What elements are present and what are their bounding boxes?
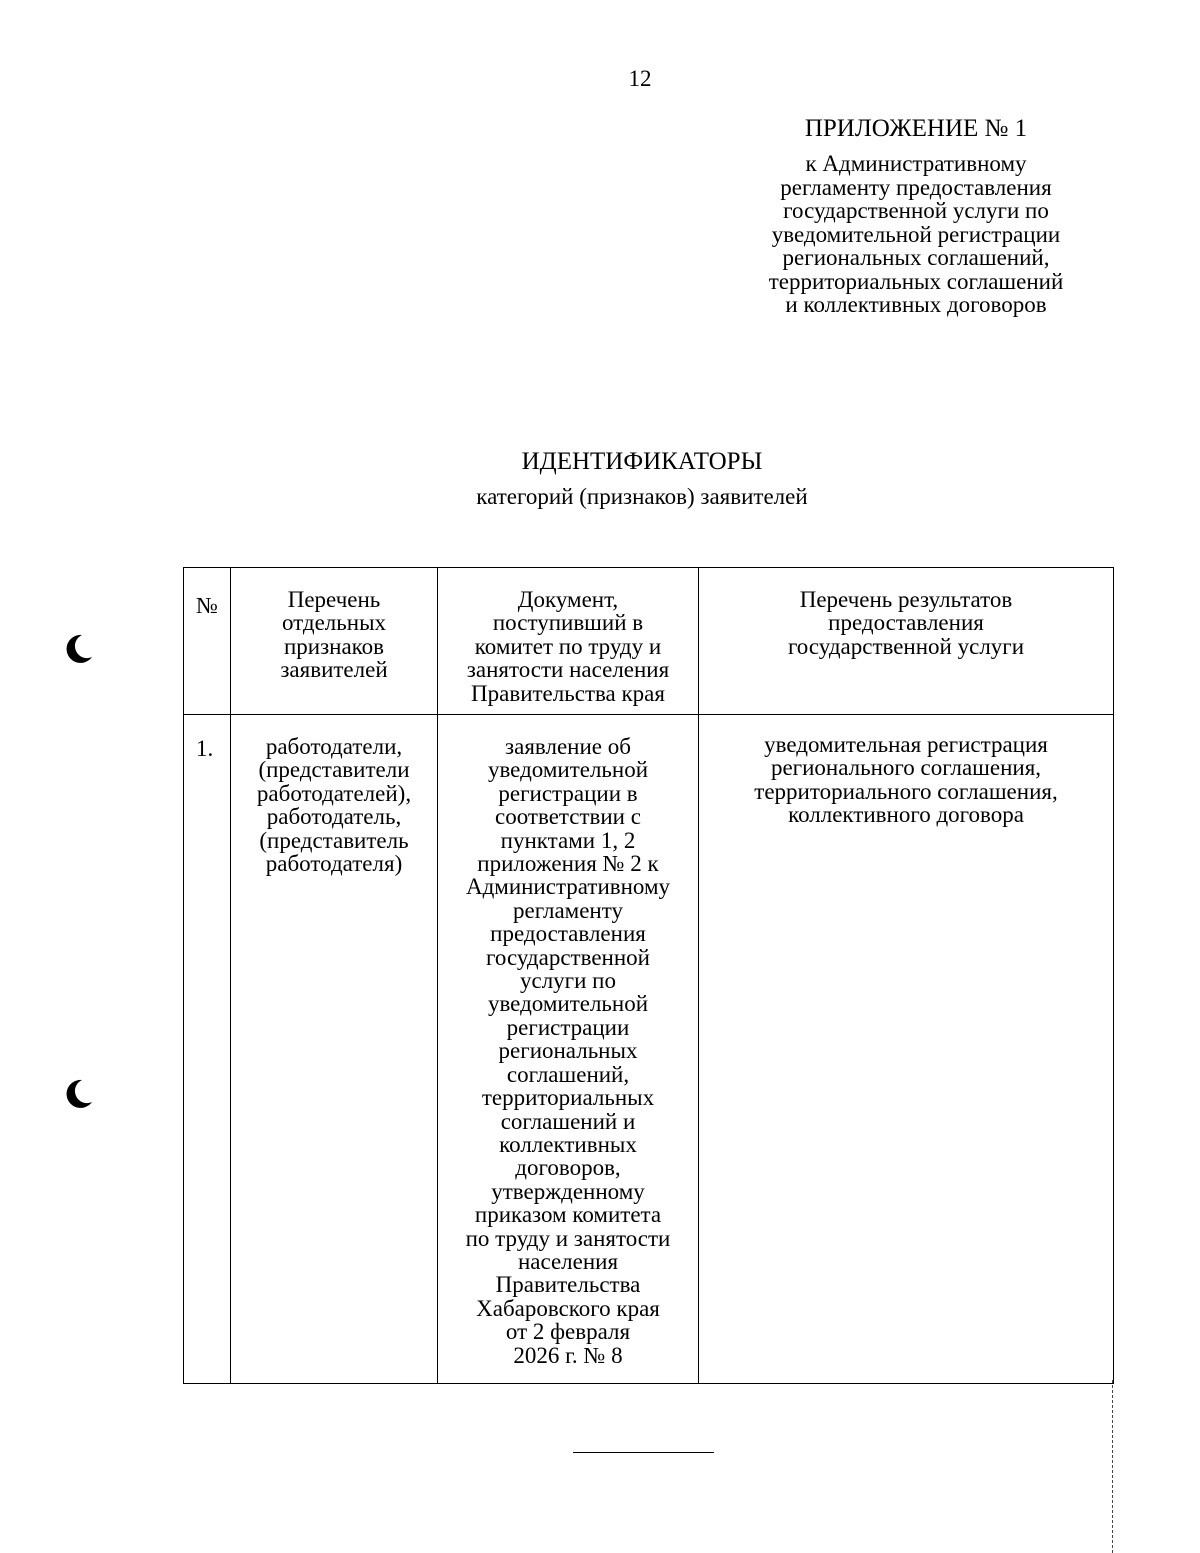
cell-line: 2026 г. № 8: [513, 1342, 623, 1368]
cell-line: коллективного договора: [788, 802, 1024, 828]
row-applicants-cell: [231, 715, 438, 1384]
cell-line: территориального соглашения,: [754, 778, 1058, 804]
row-results-cell: [699, 715, 1114, 1384]
header-line: признаков: [283, 633, 385, 659]
cell-line: (представитель: [259, 827, 409, 853]
header-line: заявителей: [280, 657, 388, 683]
cell-line: регионального соглашения,: [770, 755, 1042, 781]
cell-line: государственной: [486, 944, 650, 970]
row-document-cell: [438, 715, 699, 1384]
header-cell-number: [184, 568, 231, 715]
header-line: предоставления: [828, 610, 984, 636]
header-line: Правительства края: [471, 680, 665, 706]
header-line: отдельных: [281, 610, 387, 636]
cell-line: Хабаровского края: [476, 1295, 660, 1321]
appendix-line: к Административному: [805, 151, 1027, 176]
header-results-text: [699, 568, 1113, 658]
cell-line: коллективных: [499, 1131, 637, 1157]
appendix-line: и коллективных договоров: [785, 292, 1047, 317]
header-line: государственной услуги: [787, 633, 1025, 659]
cell-line: договоров,: [515, 1155, 621, 1181]
header-document-text: [438, 568, 698, 705]
header-line: Документ,: [517, 587, 619, 612]
appendix-text: [730, 152, 1102, 317]
identifiers-table: [183, 567, 1114, 1384]
appendix-line: государственной услуги по: [783, 198, 1049, 223]
cell-line: услуги по: [520, 968, 616, 994]
header-cell-applicants: [231, 568, 438, 715]
cell-line: работодателей),: [256, 780, 412, 806]
header-line: поступивший в: [492, 610, 644, 636]
cell-line: работодателя): [265, 851, 403, 877]
cell-line: от 2 февраля: [505, 1319, 631, 1345]
header-line: занятости населения: [466, 657, 670, 683]
header-line: Перечень результатов: [799, 587, 1013, 612]
punch-hole-mark: [60, 631, 94, 665]
cell-line: заявление об: [505, 734, 631, 759]
appendix-line: уведомительной регистрации: [771, 221, 1061, 247]
punch-hole-mark: [60, 1076, 94, 1110]
appendix-line: территориальных соглашений: [768, 268, 1064, 294]
cell-line: регламенту: [513, 897, 623, 923]
row-number: 1.: [196, 736, 214, 761]
appendix-block: [730, 114, 1102, 317]
page-number: 12: [628, 66, 652, 91]
cell-line: по труду и занятости: [465, 1225, 671, 1251]
cell-line: пунктами 1, 2: [500, 827, 636, 853]
cell-line: соглашений и: [500, 1108, 636, 1134]
cell-line: Административному: [465, 874, 671, 900]
header-cell-results: [699, 568, 1114, 715]
cell-line: утвержденному: [491, 1178, 645, 1204]
cell-line: работодатель,: [266, 804, 402, 830]
appendix-line: регламенту предоставления: [780, 174, 1052, 200]
appendix-line: региональных соглашений,: [782, 245, 1050, 270]
cell-line: регистрации: [506, 1014, 630, 1040]
document-subtitle: категорий (признаков) заявителей: [476, 484, 808, 509]
header-cell-document: [438, 568, 699, 715]
scan-edge-line: [1112, 1380, 1113, 1553]
row-applicants-text: [231, 715, 437, 875]
cell-line: уведомительная регистрация: [764, 732, 1048, 757]
cell-line: Правительства: [495, 1272, 641, 1298]
cell-line: регистрации в: [498, 780, 638, 806]
cell-line: (представители: [258, 757, 410, 783]
cell-line: населения: [517, 1248, 619, 1274]
cell-line: территориальных: [481, 1085, 655, 1111]
table-row: [184, 715, 1114, 1384]
end-of-document-line: [573, 1452, 714, 1453]
row-number-cell: [184, 715, 231, 1384]
cell-line: приказом комитета: [474, 1202, 662, 1228]
header-line: Перечень: [287, 587, 381, 612]
cell-line: региональных: [498, 1038, 638, 1064]
header-line: комитет по труду и: [474, 633, 662, 659]
cell-line: предоставления: [490, 921, 646, 947]
cell-line: соглашений,: [506, 1061, 630, 1087]
header-number-label: №: [196, 593, 218, 618]
cell-line: приложения № 2 к: [477, 851, 659, 877]
row-results-text: [699, 715, 1113, 827]
table-header-row: [184, 568, 1114, 715]
appendix-title: ПРИЛОЖЕНИЕ № 1: [804, 115, 1028, 142]
cell-line: уведомительной: [487, 757, 649, 783]
header-applicants-text: [231, 568, 437, 682]
cell-line: уведомительной: [487, 991, 649, 1017]
document-title: ИДЕНТИФИКАТОРЫ: [521, 448, 763, 475]
cell-line: работодатели,: [265, 734, 403, 759]
row-document-text: [438, 715, 698, 1367]
cell-line: соответствии с: [495, 804, 641, 830]
